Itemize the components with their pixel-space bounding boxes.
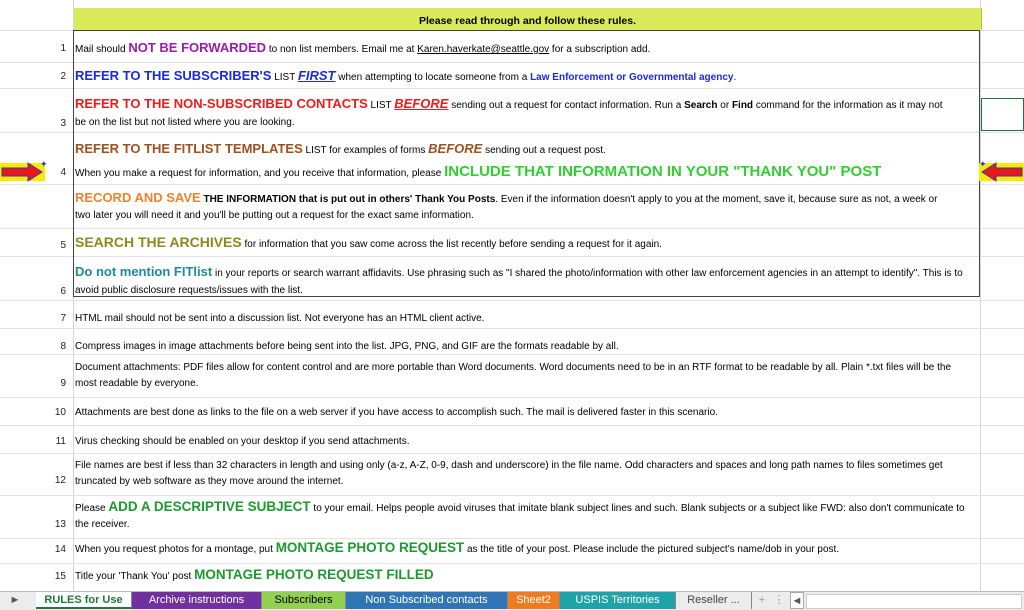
row-number[interactable]: 13 — [54, 519, 66, 530]
row-divider — [0, 425, 1024, 426]
row-number[interactable]: 1 — [60, 43, 66, 54]
rule-12[interactable] — [75, 459, 980, 488]
rule-text: most readable by everyone. — [75, 378, 199, 389]
rule-emphasis: REFER TO THE NON-SUBSCRIBED CONTACTS — [75, 96, 368, 111]
row-number[interactable]: 12 — [54, 475, 66, 486]
rule-emphasis: Do not mention FITlist — [75, 264, 213, 279]
rule-emphasis: INCLUDE THAT INFORMATION IN YOUR "THANK YOU" POST — [444, 163, 882, 180]
rule-text: truncated by web software as they move around the internet. — [75, 476, 344, 487]
rule-emphasis: Law Enforcement or Governmental agency — [530, 72, 734, 83]
tab-uspis-territories[interactable]: USPIS Territories — [560, 592, 676, 609]
rule-emphasis: NOT BE FORWARDED — [128, 40, 267, 55]
rule-emphasis: BEFORE — [428, 141, 483, 156]
row-number[interactable]: 10 — [54, 407, 66, 418]
rule-10[interactable]: Attachments are best done as links to the file on a web server if you have access to accomplish such. The mail is delivered faster in this scenario. — [75, 407, 718, 418]
row-divider — [0, 495, 1024, 496]
rule-14[interactable] — [75, 541, 980, 556]
row-divider — [0, 354, 1024, 355]
rule-text: When you make a request for information, and you receive that information, please — [75, 168, 445, 179]
row-divider — [0, 328, 1024, 329]
svg-text:✦: ✦ — [979, 160, 987, 170]
scroll-right-icon[interactable]: ► — [9, 594, 21, 606]
rule-text: when attempting to locate someone from a — [335, 72, 531, 83]
tab-rules-for-use[interactable]: RULES for Use — [36, 592, 132, 609]
rule-emphasis: MONTAGE PHOTO REQUEST — [275, 540, 465, 555]
rule-text: When you request photos for a montage, put — [75, 544, 276, 555]
more-options-icon[interactable]: ⋮ — [773, 594, 785, 606]
add-sheet-icon[interactable]: + — [758, 594, 766, 606]
selected-cell[interactable] — [981, 98, 1024, 131]
row-number[interactable]: 15 — [54, 571, 66, 582]
tab-sheet2[interactable]: Sheet2 — [508, 592, 560, 609]
rule-8[interactable]: Compress images in image attachments before being sent into the list. JPG, PNG, and GIF are the formats readable by all. — [75, 341, 619, 352]
rule-2[interactable] — [75, 69, 980, 84]
sheet-tab-bar — [0, 591, 1024, 610]
rule-emphasis: ADD A DESCRIPTIVE SUBJECT — [108, 499, 311, 514]
row-number[interactable]: 5 — [60, 240, 66, 251]
row-divider — [0, 538, 1024, 539]
rule-11[interactable]: Virus checking should be enabled on your desktop if you send attachments. — [75, 436, 410, 447]
rule-4[interactable] — [75, 142, 980, 180]
tab-reseller[interactable]: Reseller ... — [676, 592, 752, 609]
right-arrow-icon — [0, 160, 48, 183]
rule-emphasis: SEARCH THE ARCHIVES — [75, 234, 242, 250]
rule-text: Mail should — [75, 44, 129, 55]
rules-header[interactable]: Please read through and follow these rules. — [74, 8, 982, 30]
row-divider — [0, 453, 1024, 454]
rule-emphasis: THE INFORMATION that is put out in others' Thank You Posts — [200, 194, 496, 205]
rule-text: LIST — [271, 72, 298, 83]
rule-5[interactable] — [75, 236, 980, 251]
tab-non-subscribed-contacts[interactable]: Non Subscribed contacts — [346, 592, 508, 609]
rule-emphasis: MONTAGE PHOTO REQUEST FILLED — [194, 567, 434, 582]
rule-record-and-save[interactable] — [75, 191, 980, 222]
rule-9[interactable] — [75, 361, 980, 390]
svg-text:✦: ✦ — [40, 160, 48, 170]
horizontal-scrollbar[interactable] — [806, 594, 1022, 609]
row-divider — [0, 563, 1024, 564]
rule-3[interactable] — [75, 97, 980, 129]
rule-text: . — [733, 72, 737, 83]
rule-text: for information that you saw come across the list recently before sending a request for it again. — [241, 239, 662, 250]
rule-text: to non list members. Email me at — [266, 44, 418, 55]
rule-emphasis: Search — [684, 100, 718, 111]
tab-subscribers[interactable]: Subscribers — [262, 592, 346, 609]
row-number[interactable]: 7 — [60, 313, 66, 324]
rule-text: Please — [75, 503, 109, 514]
rule-15[interactable] — [75, 568, 980, 583]
row-number[interactable]: 4 — [60, 167, 66, 178]
left-arrow-icon — [979, 161, 1024, 183]
rule-emphasis: REFER TO THE SUBSCRIBER'S — [75, 68, 272, 83]
rule-1[interactable] — [75, 41, 980, 56]
row-number[interactable]: 3 — [60, 118, 66, 129]
row-divider — [0, 397, 1024, 398]
rule-emphasis: REFER TO THE FITLIST TEMPLATES — [75, 141, 303, 156]
rule-text: Title your 'Thank You' post — [75, 571, 195, 582]
rule-text: LIST — [367, 100, 395, 111]
rule-text: Document attachments: PDF files allow for content control and are more portable than Word documents. Word documents need to be in an RTF format to be readable by all. Plain *.txt files will be the — [75, 362, 952, 373]
row-number[interactable]: 9 — [60, 378, 66, 389]
rule-7[interactable]: HTML mail should not be sent into a discussion list. Not everyone has an HTML client active. — [75, 313, 485, 324]
rule-text: in your reports or search warrant affidavits. Use phrasing such as "I shared the photo/information with other law enforcement agencies in an attempt to identify". This is to — [212, 268, 963, 279]
rule-text: two later you will need it and you'll be putting out a request for the exact same information. — [75, 210, 474, 221]
email-link[interactable]: Karen.haverkate@seattle.gov — [417, 44, 550, 55]
rule-text: avoid public disclosure requests/issues with the list. — [75, 285, 303, 296]
rule-6[interactable] — [75, 265, 980, 297]
rule-text: LIST for examples of forms — [302, 145, 429, 156]
rule-text: or — [717, 100, 732, 111]
rule-text: sending out a request for contact information. Run a — [448, 100, 685, 111]
rule-13[interactable] — [75, 500, 980, 531]
row-divider — [0, 300, 1024, 301]
rule-text: sending out a request post. — [482, 145, 606, 156]
rule-text: . Even if the information doesn't apply to you at the moment, save it, because sure as not, a week or — [495, 194, 938, 205]
rule-text: the receiver. — [75, 519, 130, 530]
rule-emphasis: FIRST — [297, 68, 336, 83]
tab-archive-instructions[interactable]: Archive instructions — [132, 592, 262, 609]
rule-emphasis: Find — [731, 100, 754, 111]
rule-text: command for the information as it may not — [753, 100, 943, 111]
rule-emphasis: RECORD AND SAVE — [75, 190, 201, 205]
rule-text: be on the list but not listed where you are looking. — [75, 117, 295, 128]
row-number[interactable]: 11 — [55, 436, 66, 447]
row-number[interactable]: 14 — [54, 544, 66, 555]
row-number[interactable]: 2 — [60, 71, 66, 82]
rule-text: File names are best if less than 32 characters in length and using only (a-z, A-Z, 0-9, dash and underscore) in the file name. Odd characters and spaces and long path names to files sometimes get — [75, 460, 943, 471]
rule-text: to your email. Helps people avoid viruses that imitate blank subject lines and such. Blank subjects or a subject like FWD: also don't communicate to — [310, 503, 965, 514]
rule-text: as the title of your post. Please include the pictured subject's name/dob in your post. — [464, 544, 840, 555]
scroll-left-icon[interactable]: ◄ — [790, 592, 804, 609]
rule-emphasis: BEFORE — [394, 96, 449, 111]
rule-text: for a subscription add. — [549, 44, 651, 55]
row-number[interactable]: 6 — [60, 286, 66, 297]
row-number[interactable]: 8 — [60, 341, 66, 352]
